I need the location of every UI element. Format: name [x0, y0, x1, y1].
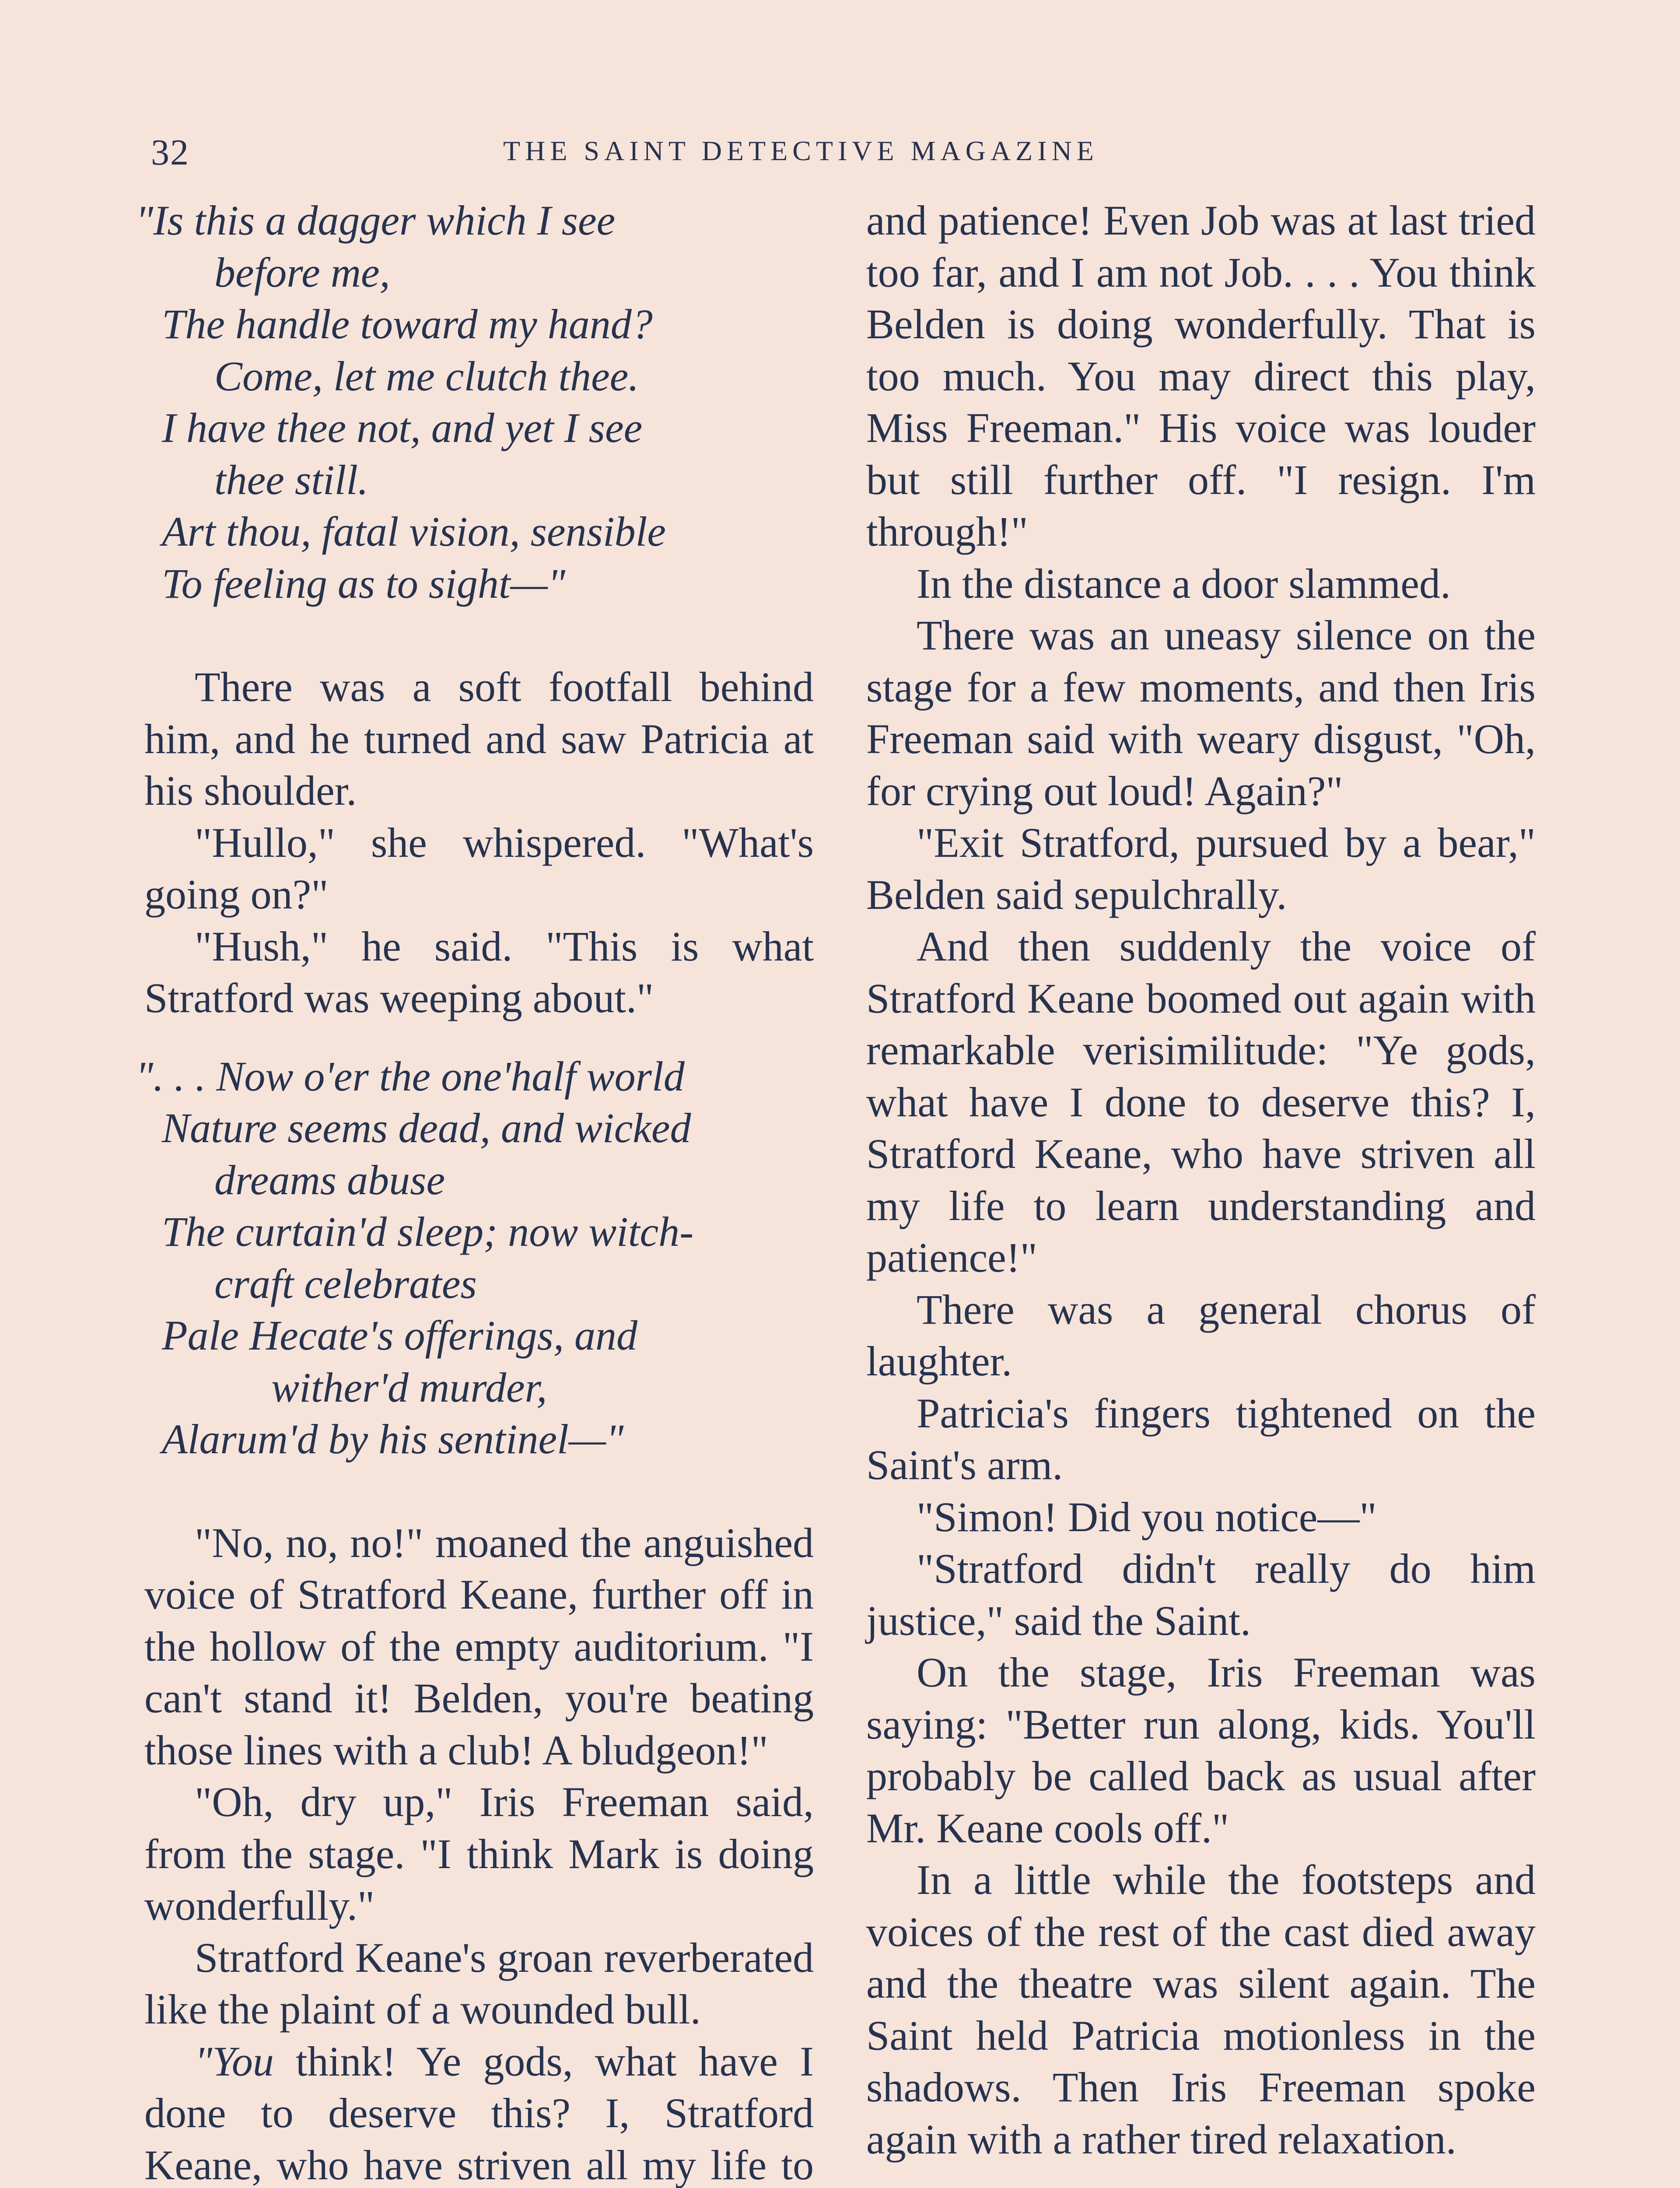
paragraph: "Simon! Did you notice—" [917, 1493, 1377, 1540]
page-number: 32 [151, 132, 189, 173]
verse-line: Art thou, fatal vision, sensible [162, 508, 666, 555]
left-column [136, 195, 814, 2188]
verse-line: wither'd murder, [271, 1364, 547, 1411]
verse-line: craft celebrates [214, 1260, 477, 1307]
verse-macbeth-dagger [136, 195, 814, 610]
verse-line: Alarum'd by his sentinel—" [162, 1416, 624, 1462]
italic-word: "You [195, 2037, 274, 2085]
verse-line: "Is this a dagger which I see [136, 197, 616, 244]
paragraph: "Oh, dry up," Iris Freeman said, from the stage. "I think Mark is doing wonderfully." [144, 1778, 814, 1929]
paragraph: "Hush," he said. "This is what Stratford was weeping about." [144, 922, 814, 1021]
paragraph: On the stage, Iris Freeman was saying: "Better run along, kids. You'll probably be called back as usual after Mr. Keane cools off." [866, 1649, 1536, 1851]
running-title: THE SAINT DETECTIVE MAGAZINE [503, 135, 1099, 166]
verse-line: I have thee not, and yet I see [162, 404, 643, 451]
verse-line: The curtain'd sleep; now witch- [162, 1208, 694, 1255]
page-header [144, 131, 1623, 179]
paragraph: In a little while the footsteps and voices of the rest of the cast died away and the theatre was silent again. The Saint held Patricia motionless in the shadows. Then Iris Freeman spoke again with a rather tired relaxation. [866, 1856, 1536, 2163]
paragraph: There was a general chorus of laughter. [866, 1286, 1536, 1385]
paragraph: In the distance a door slammed. [917, 560, 1451, 607]
verse-line: thee still. [214, 456, 368, 503]
paragraph: "No, no, no!" moaned the anguished voice of Stratford Keane, further off in the hollow of the empty auditorium. "I can't stand it! Belden, you're beating those lines with a club! A bludgeon!" [144, 1519, 814, 1774]
paragraph: And then suddenly the voice of Stratford Keane boomed out again with remarkable verisimilitude: "Ye gods, what have I done to deserve this? I, Stratford Keane, who have striven all my life to learn understanding and patience!" [866, 923, 1536, 1281]
paragraph: and patience! Even Job was at last tried too far, and I am not Job. . . . You think Belden is doing wonderfully. That is too much. You may direct this play, Miss Freeman." His voice was louder but still further off. "I resign. I'm through!" [866, 197, 1536, 555]
paragraph: There was a soft footfall behind him, and he turned and saw Patricia at his shoulder. [144, 663, 814, 814]
verse-line: Pale Hecate's offerings, and [162, 1312, 637, 1359]
verse-line: Nature seems dead, and wicked [162, 1105, 691, 1151]
right-column [866, 195, 1536, 2165]
verse-macbeth-night [136, 1051, 814, 1466]
verse-line: To feeling as to sight—" [162, 560, 566, 607]
verse-line: The handle toward my hand? [162, 301, 653, 347]
paragraph: "Stratford didn't really do him justice," said the Saint. [866, 1545, 1536, 1644]
paragraph: There was an uneasy silence on the stage for a few moments, and then Iris Freeman said with weary disgust, "Oh, for crying out loud! Again?" [866, 612, 1536, 814]
verse-line: Come, let me clutch thee. [214, 352, 639, 400]
verse-line: dreams abuse [214, 1156, 445, 1203]
paragraph: Stratford Keane's groan reverberated like the plaint of a wounded bull. [144, 1934, 814, 2033]
spacer [144, 1466, 814, 1517]
paragraph: "Exit Stratford, pursued by a bear," Belden said sepulchrally. [866, 819, 1536, 918]
spacer [144, 1024, 814, 1051]
paragraph-text: think! Ye gods, what have I done to deserve this? I, Stratford Keane, who have striven all my life to [144, 2037, 814, 2188]
paragraph: Patricia's fingers tightened on the Saint's arm. [866, 1389, 1536, 1488]
paragraph: "Hullo," she whispered. "What's going on?" [144, 819, 814, 918]
verse-line: ". . . Now o'er the one'half world [136, 1052, 685, 1100]
verse-line: before me, [214, 249, 390, 296]
spacer [144, 610, 814, 661]
paragraph [144, 2036, 814, 2188]
